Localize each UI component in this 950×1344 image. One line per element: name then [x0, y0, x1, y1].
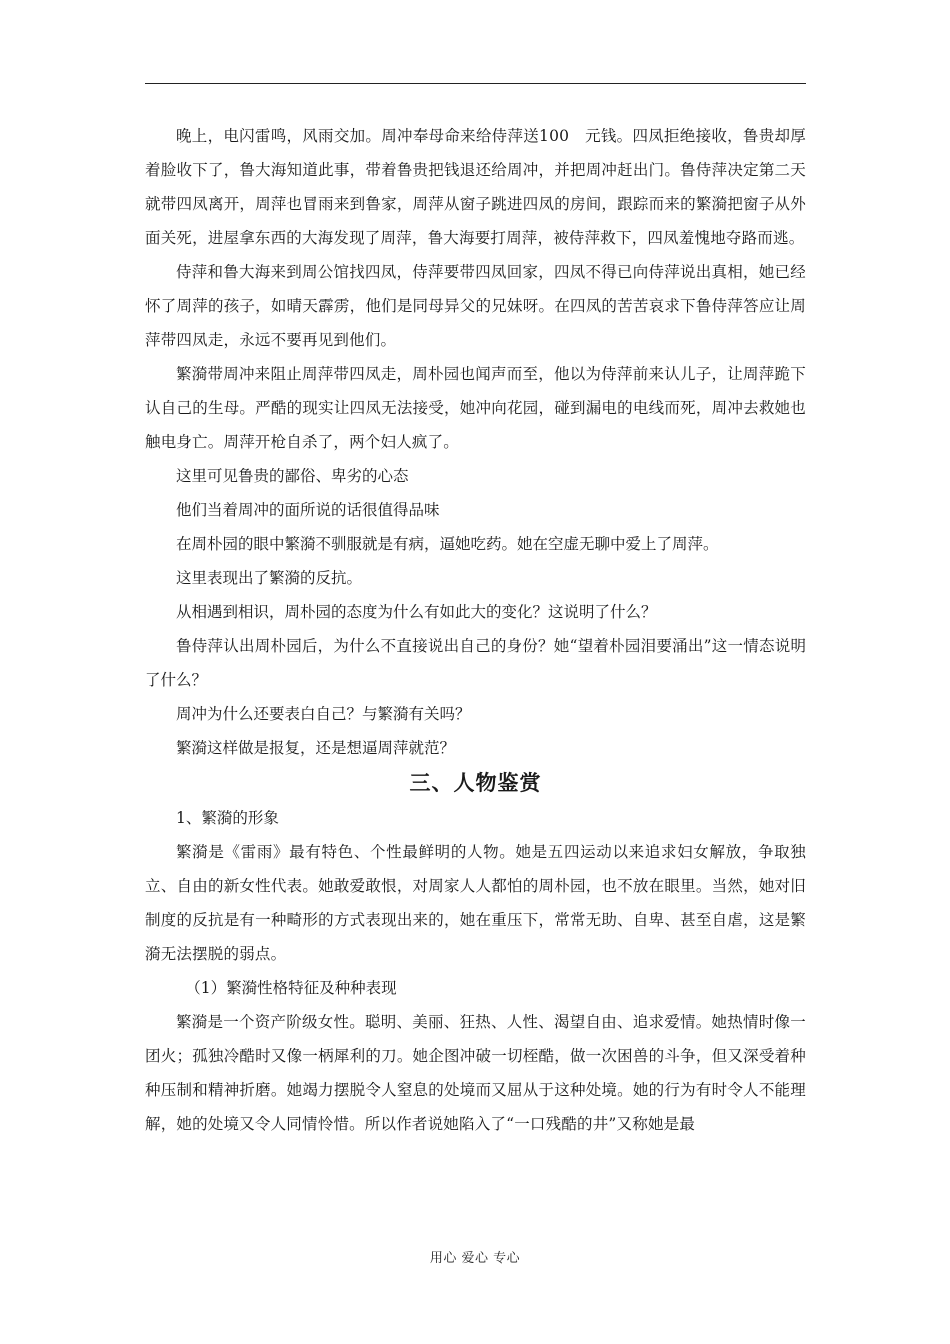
- note-line: 繁漪这样做是报复，还是想逼周萍就范？: [176, 739, 456, 757]
- paragraph: 繁漪是《雷雨》最有特色、个性最鲜明的人物。她是五四运动以来追求妇女解放，争取独立、自由的新女性代表。她敢爱敢恨，对周家人人都怕的周朴园，也不放在眼里。当然，她对旧制度的反抗是有一种畸形的方式表现出来的，她在重压下，常常无助、自卑、甚至自虐，这是繁漪无法摆脱的弱点。: [145, 843, 806, 963]
- paragraph: 晚上，电闪雷鸣，风雨交加。周冲奉母命来给侍萍送100 元钱。四凤拒绝接收，鲁贵却厚着脸收下了，鲁大海知道此事，带着鲁贵把钱退还给周冲，并把周冲赶出门。鲁侍萍决定第二天就带四凤离开，周萍也冒雨来到鲁家，周萍从窗子跳进四凤的房间，跟踪而来的繁漪把窗子从外面关死，进屋拿东西的大海发现了周萍，鲁大海要打周萍，被侍萍救下，四凤羞愧地夺路而逃。: [145, 127, 806, 247]
- note-line: 周冲为什么还要表白自己？与繁漪有关吗？: [176, 705, 471, 723]
- paragraph: 侍萍和鲁大海来到周公馆找四凤，侍萍要带四凤回家，四凤不得已向侍萍说出真相，她已经怀了周萍的孩子，如晴天霹雳，他们是同母异父的兄妹呀。在四凤的苦苦哀求下鲁侍萍答应让周萍带四凤走，永远不要再见到他们。: [145, 263, 806, 349]
- paragraph: 繁漪带周冲来阻止周萍带四凤走，周朴园也闻声而至，他以为侍萍前来认儿子，让周萍跪下认自己的生母。严酷的现实让四凤无法接受，她冲向花园，碰到漏电的电线而死，周冲去救她也触电身亡。周萍开枪自杀了，两个妇人疯了。: [145, 365, 806, 451]
- note-line: 这里表现出了繁漪的反抗。: [176, 569, 363, 587]
- note-line: 在周朴园的眼中繁漪不驯服就是有病，逼她吃药。她在空虚无聊中爱上了周萍。: [176, 535, 719, 553]
- page-footer: 用心 爱心 专心: [429, 1251, 521, 1266]
- note-line: 他们当着周冲的面所说的话很值得品味: [176, 501, 440, 519]
- paragraph: 繁漪是一个资产阶级女性。聪明、美丽、狂热、人性、渴望自由、追求爱情。她热情时像一团火；孤独冷酷时又像一柄犀利的刀。她企图冲破一切桎酷，做一次困兽的斗争，但又深受着种种压制和精神折磨。她竭力摆脱令人窒息的处境而又屈从于这种处境。她的行为有时令人不能理解，她的处境又令人同情怜惜。所以作者说她陷入了“一口残酷的井”又称她是最: [145, 1013, 806, 1133]
- subsection-title: （1）繁漪性格特征及种种表现: [185, 979, 397, 997]
- note-line: 从相遇到相识，周朴园的态度为什么有如此大的变化？这说明了什么？: [176, 603, 657, 621]
- header-rule: [145, 83, 806, 84]
- section-title: 三、人物鉴赏: [409, 770, 542, 795]
- note-line: 这里可见鲁贵的鄙俗、卑劣的心态: [176, 467, 409, 485]
- question-paragraph: 鲁侍萍认出周朴园后，为什么不直接说出自己的身份？她“望着朴园泪要涌出”这一情态说明了什么？: [145, 637, 806, 689]
- subsection-title: 1、繁漪的形象: [176, 809, 279, 827]
- page-content: [145, 119, 806, 1141]
